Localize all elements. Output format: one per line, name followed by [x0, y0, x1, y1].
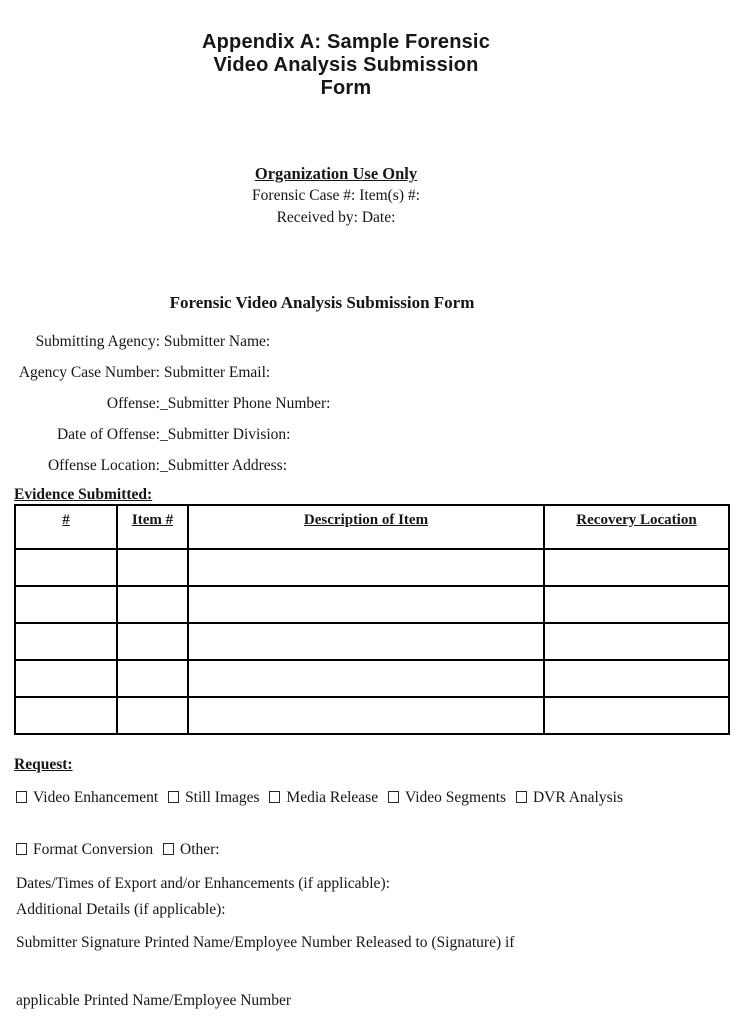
option-label: Video Segments	[404, 789, 507, 806]
checkbox-icon[interactable]	[168, 791, 179, 803]
table-cell	[117, 697, 188, 734]
organization-use-only-block	[0, 163, 672, 228]
field-label-left: Agency Case Number:	[18, 364, 160, 381]
table-cell	[188, 549, 544, 586]
field-label-right: Submitter Name:	[160, 333, 271, 350]
checkbox-option-other	[163, 841, 220, 858]
signature-line-continued: applicable Printed Name/Employee Number	[16, 992, 292, 1009]
forensic-case-line: Forensic Case #: Item(s) #:	[252, 187, 420, 204]
table-cell	[188, 586, 544, 623]
page-title-line-2: Video Analysis Submission	[213, 54, 479, 76]
table-cell	[117, 660, 188, 697]
table-cell	[544, 660, 729, 697]
table-row	[15, 549, 729, 586]
table-cell	[117, 549, 188, 586]
table-cell	[15, 623, 117, 660]
table-cell	[117, 586, 188, 623]
field-label-left: Submitting Agency:	[35, 333, 160, 350]
page-title	[0, 31, 692, 100]
field-label-right: _Submitter Address:	[160, 457, 288, 474]
field-label-left: Date of Offense:	[56, 426, 160, 443]
form-heading: Forensic Video Analysis Submission Form	[169, 293, 475, 312]
request-heading: Request:	[14, 756, 73, 773]
table-header-description: Description of Item	[188, 505, 544, 549]
table-cell	[544, 697, 729, 734]
table-cell	[544, 549, 729, 586]
table-row	[15, 660, 729, 697]
table-cell	[15, 549, 117, 586]
organization-use-only-heading: Organization Use Only	[254, 164, 418, 183]
checkbox-icon[interactable]	[163, 843, 174, 855]
checkbox-option-format-conversion	[16, 841, 153, 858]
table-header-recovery-location: Recovery Location	[544, 505, 729, 549]
checkbox-icon[interactable]	[516, 791, 527, 803]
checkbox-option-media-release	[269, 789, 378, 806]
checkbox-option-still-images	[168, 789, 259, 806]
checkbox-option-dvr-analysis	[516, 789, 623, 806]
field-row-date-of-offense	[0, 426, 736, 457]
checkbox-icon[interactable]	[269, 791, 280, 803]
evidence-table-header-row	[15, 505, 729, 549]
field-row-offense-location	[0, 457, 736, 488]
option-label: Media Release	[286, 789, 379, 806]
table-cell	[188, 660, 544, 697]
checkbox-icon[interactable]	[16, 791, 27, 803]
table-cell	[188, 623, 544, 660]
table-cell	[544, 623, 729, 660]
additional-details-line: Additional Details (if applicable):	[16, 901, 226, 918]
field-label-left: Offense Location:	[47, 457, 160, 474]
evidence-submitted-heading: Evidence Submitted:	[14, 486, 153, 503]
table-header-number: #	[15, 505, 117, 549]
field-label-left: Offense:	[106, 395, 160, 412]
checkbox-icon[interactable]	[388, 791, 399, 803]
table-cell	[188, 697, 544, 734]
received-by-line: Received by: Date:	[276, 208, 396, 226]
page-title-line-3: Form	[320, 77, 372, 99]
option-label: Still Images	[185, 789, 260, 806]
table-cell	[15, 660, 117, 697]
table-row	[15, 623, 729, 660]
dates-times-line: Dates/Times of Export and/or Enhancements (if applicable):	[16, 875, 390, 892]
evidence-table	[14, 504, 730, 735]
request-options-row-1	[0, 788, 736, 807]
field-label-right: Submitter Email:	[160, 364, 271, 381]
table-cell	[15, 586, 117, 623]
field-row-agency-case-number	[0, 364, 736, 395]
table-header-item-number: Item #	[117, 505, 188, 549]
table-cell	[544, 586, 729, 623]
option-label: Other:	[180, 841, 220, 858]
table-row	[15, 697, 729, 734]
option-label: DVR Analysis	[532, 789, 623, 806]
table-cell	[117, 623, 188, 660]
field-row-submitting-agency	[0, 333, 736, 364]
checkbox-icon[interactable]	[16, 843, 27, 855]
checkbox-option-video-segments	[388, 789, 506, 806]
page-title-line-1: Appendix A: Sample Forensic	[201, 31, 491, 53]
option-label: Video Enhancement	[33, 789, 159, 806]
field-label-right: _Submitter Division:	[160, 426, 291, 443]
option-label: Format Conversion	[33, 841, 154, 858]
field-row-offense	[0, 395, 736, 426]
form-fields	[0, 333, 736, 488]
checkbox-option-video-enhancement	[16, 789, 158, 806]
field-label-right: _Submitter Phone Number:	[160, 395, 331, 412]
table-row	[15, 586, 729, 623]
request-options-row-2	[0, 840, 736, 859]
signature-line: Submitter Signature Printed Name/Employee Number Released to (Signature) if	[16, 934, 515, 951]
table-cell	[15, 697, 117, 734]
